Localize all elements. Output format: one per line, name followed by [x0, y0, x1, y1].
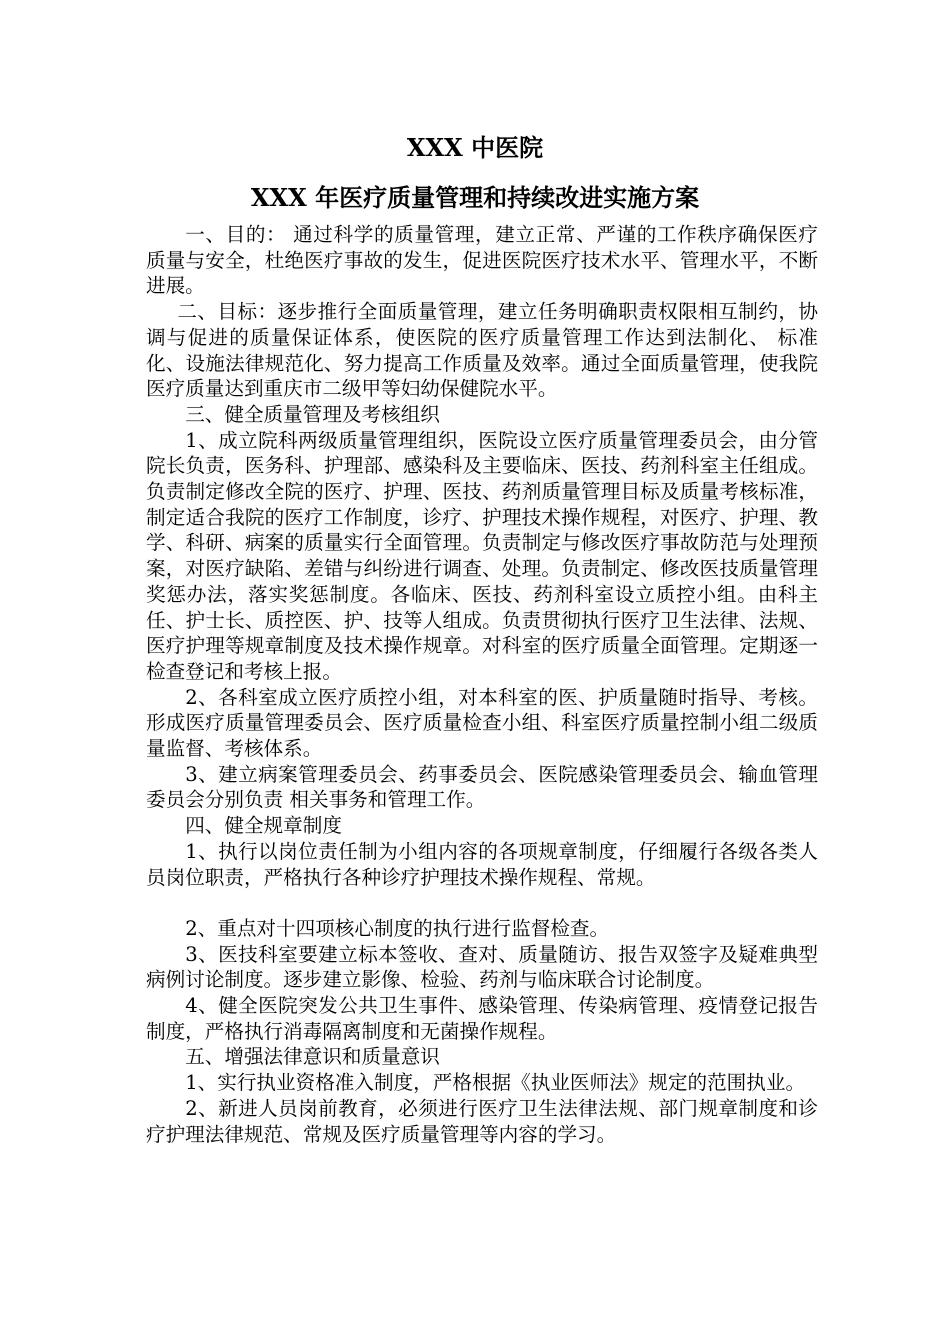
section-heading-rules: 四、健全规章制度 — [185, 814, 342, 838]
document-body — [146, 222, 818, 1147]
paragraph-item: 2、重点对十四项核心制度的执行进行监督检查。 — [185, 916, 610, 940]
paragraph-goal: 二、目标：逐步推行全面质量管理，建立任务明确职责权限相互制约，协调与促进的质量保证体系，使医院的医疗质量管理工作达到法制化、 标准化、设施法律规范化、努力提高工作质量及效率。通过全面质量管理，使我院医疗质量达到重庆市二级甲等妇幼保健院水平。 — [146, 300, 818, 401]
document-title: XXX 中医院 — [406, 133, 544, 162]
paragraph-purpose: 一、目的： 通过科学的质量管理，建立正常、严谨的工作秩序确保医疗质量与安全，杜绝医疗事故的发生，促进医院医疗技术水平、管理水平，不断进展。 — [146, 223, 818, 298]
section-heading-organization: 三、健全质量管理及考核组织 — [185, 402, 440, 426]
paragraph-item: 1、执行以岗位责任制为小组内容的各项规章制度，仔细履行各级各类人员岗位职责，严格执行各种诊疗护理技术操作规程、常规。 — [146, 839, 818, 889]
blank-line — [146, 890, 818, 916]
paragraph-item: 1、实行执业资格准入制度，严格根据《执业医师法》规定的范围执业。 — [185, 1071, 806, 1095]
paragraph-item: 1、成立院科两级质量管理组织，医院设立医疗质量管理委员会，由分管院长负责，医务科、护理部、感染科及主要临床、医技、药剂科室主任组成。负责制定修改全院的医疗、护理、医技、药剂质量管理目标及质量考核标准，制定适合我院的医疗工作制度，诊疗、护理技术操作规程，对医疗、护理、教学、科研、病案的质量实行全面管理。负责制定与修改医疗事故防范与处理预案，对医疗缺陷、差错与纠纷进行调查、处理。负责制定、修改医技质量管理奖惩办法，落实奖惩制度。各临床、医技、药剂科室设立质控小组。由科主任、护士长、质控医、护、技等人组成。负责贯彻执行医疗卫生法律、法规、医疗护理等规章制度及技术操作规章。对科室的医疗质量全面管理。定期逐一检查登记和考核上报。 — [146, 428, 818, 683]
section-heading-awareness: 五、增强法律意识和质量意识 — [185, 1045, 440, 1069]
paragraph-item: 2、各科室成立医疗质控小组，对本科室的医、护质量随时指导、考核。形成医疗质量管理委员会、医疗质量检查小组、科室医疗质量控制小组二级质量监督、考核体系。 — [146, 685, 818, 761]
paragraph-item: 4、健全医院突发公共卫生事件、感染管理、传染病管理、疫情登记报告制度，严格执行消毒隔离制度和无菌操作规程。 — [146, 994, 818, 1043]
document-subtitle: XXX 年医疗质量管理和持续改进实施方案 — [250, 183, 700, 212]
paragraph-item: 2、新进人员岗前教育，必须进行医疗卫生法律法规、部门规章制度和诊疗护理法律规范、常规及医疗质量管理等内容的学习。 — [146, 1096, 818, 1146]
paragraph-item: 3、建立病案管理委员会、药事委员会、医院感染管理委员会、输血管理委员会分别负责 相关事务和管理工作。 — [146, 762, 818, 812]
paragraph-item: 3、医技科室要建立标本签收、查对、质量随访、报告双签字及疑难典型病例讨论制度。逐步建立影像、检验、药剂与临床联合讨论制度。 — [146, 942, 818, 992]
